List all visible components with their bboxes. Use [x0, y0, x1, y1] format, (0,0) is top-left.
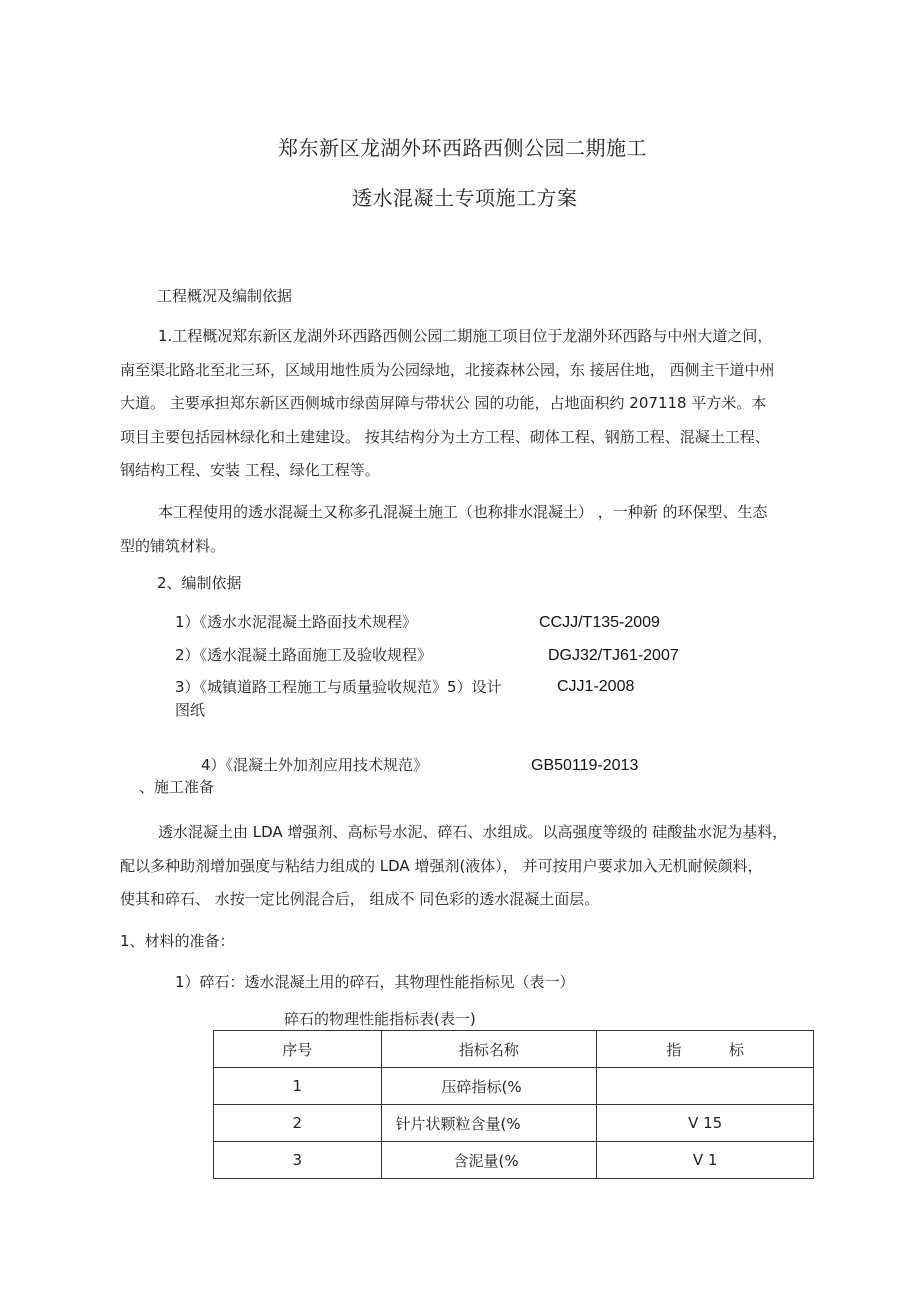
gravel-properties-table	[213, 1030, 814, 1179]
section-heading-overview: 工程概况及编制依据	[157, 287, 293, 305]
table-cell: 压碎指标(%	[381, 1068, 597, 1105]
basis-item-label: 2）《透水混凝土路面施工及验收规程》	[175, 646, 433, 664]
materials-heading: 1、材料的准备：	[120, 932, 235, 950]
document-title-line2: 透水混凝土专项施工方案	[352, 186, 578, 210]
material-intro-paragraph	[120, 496, 820, 563]
composition-line: 配以多种助剂增加强度与粘结力组成的 LDA 增强剂(液体）， 并可按用户要求加入无机耐候颜料，	[120, 856, 763, 875]
basis-item-label: 1）《透水水泥混凝土路面技术规程》	[175, 613, 418, 631]
table-cell: 针片状颗粒含量(%	[381, 1105, 597, 1142]
table-cell: 含泥量(%	[381, 1142, 597, 1179]
gravel-intro: 1）碎石：透水混凝土用的碎石，其物理性能指标见（表一）	[175, 973, 575, 991]
table-cell: 1	[214, 1068, 382, 1105]
overview-line: 大道。 主要承担郑东新区西侧城市绿茵屏障与带状公 园的功能，占地面积约 207118 平方米。本	[120, 394, 767, 412]
overview-line: 南至渠北路北至北三环，区域用地性质为公园绿地，北接森林公园，东 接居住地， 西侧主干道中州	[120, 360, 775, 379]
composition-paragraph	[120, 816, 820, 917]
table-header-cell: 指 标	[597, 1031, 814, 1068]
composition-line: 透水混凝土由 LDA 增强剂、高标号水泥、碎石、水组成。以高强度等级的 硅酸盐水泥为基料，	[158, 823, 788, 841]
table-row	[214, 1068, 814, 1105]
basis-item-code: CCJJ/T135-2009	[539, 614, 660, 631]
composition-line: 使其和碎石、 水按一定比例混合后， 组成不 同色彩的透水混凝土面层。	[120, 890, 600, 908]
basis-item-code: DGJ32/TJ61-2007	[548, 647, 679, 664]
overview-line: 项目主要包括园林绿化和土建建设。 按其结构分为土方工程、砌体工程、钢筋工程、混凝土工程、	[120, 427, 770, 446]
table-caption: 碎石的物理性能指标表(表一)	[284, 1010, 476, 1028]
table-cell: V 15	[597, 1105, 814, 1142]
table-cell: 2	[214, 1105, 382, 1142]
basis-item-label: 4）《混凝土外加剂应用技术规范》	[201, 756, 429, 774]
basis-item-continuation: 图纸	[175, 701, 206, 719]
overview-line: 1.工程概况郑东新区龙湖外环西路西侧公园二期施工项目位于龙湖外环西路与中州大道之间，	[158, 327, 773, 345]
material-intro-line: 本工程使用的透水混凝土又称多孔混凝土施工（也称排水混凝土） ，一种新 的环保型、生态	[158, 503, 768, 521]
table-cell: V 1	[597, 1142, 814, 1179]
table-header-cell: 序号	[214, 1031, 382, 1068]
material-intro-line: 型的铺筑材料。	[120, 536, 226, 555]
table-cell: 3	[214, 1142, 382, 1179]
basis-heading: 2、编制依据	[157, 574, 242, 592]
table-row	[214, 1142, 814, 1179]
document-title-line1: 郑东新区龙湖外环西路西侧公园二期施工	[278, 136, 647, 160]
basis-item-label: 3）《城镇道路工程施工与质量验收规范》5）设计	[175, 678, 502, 696]
overview-paragraph	[120, 320, 820, 488]
table-row	[214, 1105, 814, 1142]
table-header-cell: 指标名称	[381, 1031, 597, 1068]
table-header-row	[214, 1031, 814, 1068]
overview-line: 钢结构工程、安装 工程、绿化工程等。	[120, 461, 380, 479]
basis-item-code: CJJ1-2008	[557, 678, 635, 695]
table-cell	[597, 1068, 814, 1105]
basis-item-code: GB50119-2013	[531, 757, 639, 774]
section-heading-preparation: 、施工准备	[139, 778, 215, 796]
